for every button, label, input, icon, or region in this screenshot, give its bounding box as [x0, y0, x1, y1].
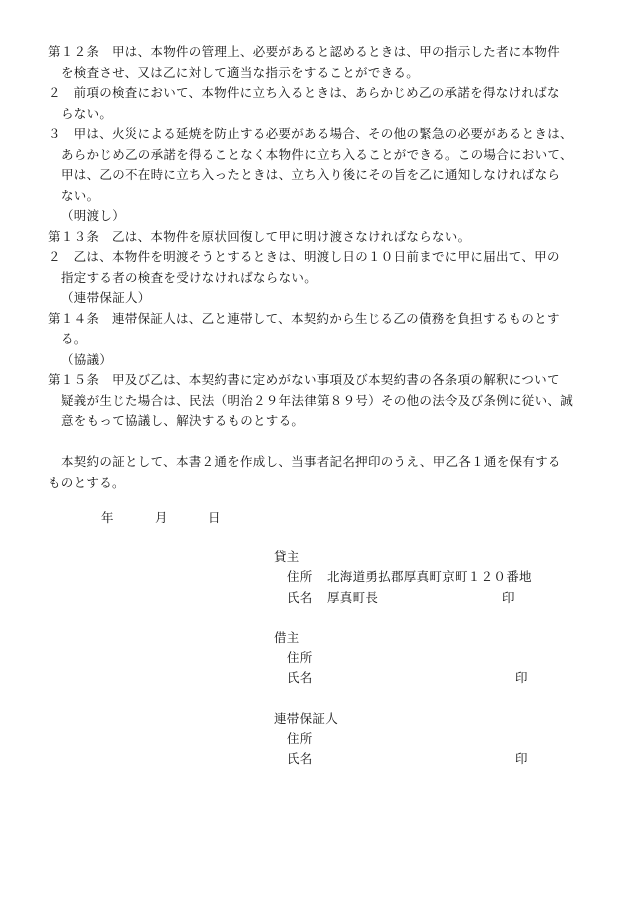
lessor-address-label: 住所: [287, 569, 313, 584]
lessor-name-label: 氏名: [287, 590, 313, 605]
date-year: 年: [101, 510, 114, 525]
spacer: [48, 432, 588, 453]
article-13-para-2-line-1: ２ 乙は、本物件を明渡そうとするときは、明渡し日の１０日前までに甲に届出て、甲の: [48, 249, 560, 264]
lessee-name-label: 氏名: [287, 670, 313, 685]
article-12-para-3-line-1: ３ 甲は、火災による延焼を防止する必要がある場合、その他の緊急の必要があるときは、: [48, 126, 573, 141]
article-12-para-3-line-4: ない。: [61, 187, 100, 203]
article-12-line-1: 第１２条 甲は、本物件の管理上、必要があると認めるときは、甲の指示した者に本物件: [48, 44, 561, 59]
article-15-heading: （協議）: [61, 351, 113, 367]
date-day: 日: [208, 510, 221, 525]
article-12-para-3-line-2: あらかじめ乙の承諾を得ることなく本物件に立ち入ることができる。この場合において、: [61, 146, 573, 162]
lessor-seal: 印: [502, 590, 515, 605]
guarantor-seal: 印: [515, 751, 528, 766]
lessor-address: 北海道勇払郡厚真町京町１２０番地: [327, 569, 532, 584]
article-15-line-2: 疑義が生じた場合は、民法（明治２９年法律第８９号）その他の法令及び条例に従い、誠: [61, 392, 574, 408]
article-12-para-2-line-1: ２ 前項の検査において、本物件に立ち入るときは、あらかじめ乙の承諾を得なければな: [48, 85, 560, 100]
closing-line-1: 本契約の証として、本書２通を作成し、当事者記名押印のうえ、甲乙各１通を保有する: [61, 454, 561, 469]
lessor-title: 貸主: [274, 549, 300, 564]
article-12-para-3-line-3: 甲は、乙の不在時に立ち入ったときは、立ち入り後にその旨を乙に通知しなければなら: [61, 167, 561, 182]
date-month: 月: [155, 510, 168, 525]
article-15-line-3: 意をもって協議し、解決するものとする。: [61, 413, 305, 428]
lessee-address-label: 住所: [287, 650, 313, 665]
article-14-heading: （連帯保証人）: [61, 290, 151, 305]
article-14-line-1: 第１４条 連帯保証人は、乙と連帯して、本契約から生じる乙の債務を負担するものとす: [48, 310, 560, 326]
lessor-name: 厚真町長: [327, 590, 379, 605]
guarantor-address-label: 住所: [287, 731, 313, 746]
contract-body: [48, 42, 588, 493]
article-12-para-2-line-2: らない。: [61, 105, 113, 121]
closing-line-2: ものとする。: [48, 474, 125, 490]
article-15-line-1: 第１５条 甲及び乙は、本契約書に定めがない事項及び本契約書の各条項の解釈について: [48, 372, 560, 387]
article-13-para-2-line-2: 指定する者の検査を受けなければならない。: [61, 269, 318, 285]
article-13-line-1: 第１３条 乙は、本物件を原状回復して甲に明け渡さなければならない。: [48, 228, 471, 244]
guarantor-name-label: 氏名: [287, 751, 313, 766]
lessee-title: 借主: [274, 630, 300, 645]
article-14-line-2: る。: [61, 331, 87, 346]
lessee-seal: 印: [515, 670, 528, 685]
article-13-heading: （明渡し）: [61, 208, 126, 223]
article-12-line-2: を検査させ、又は乙に対して適当な指示をすることができる。: [61, 64, 420, 80]
guarantor-title: 連帯保証人: [274, 711, 339, 726]
